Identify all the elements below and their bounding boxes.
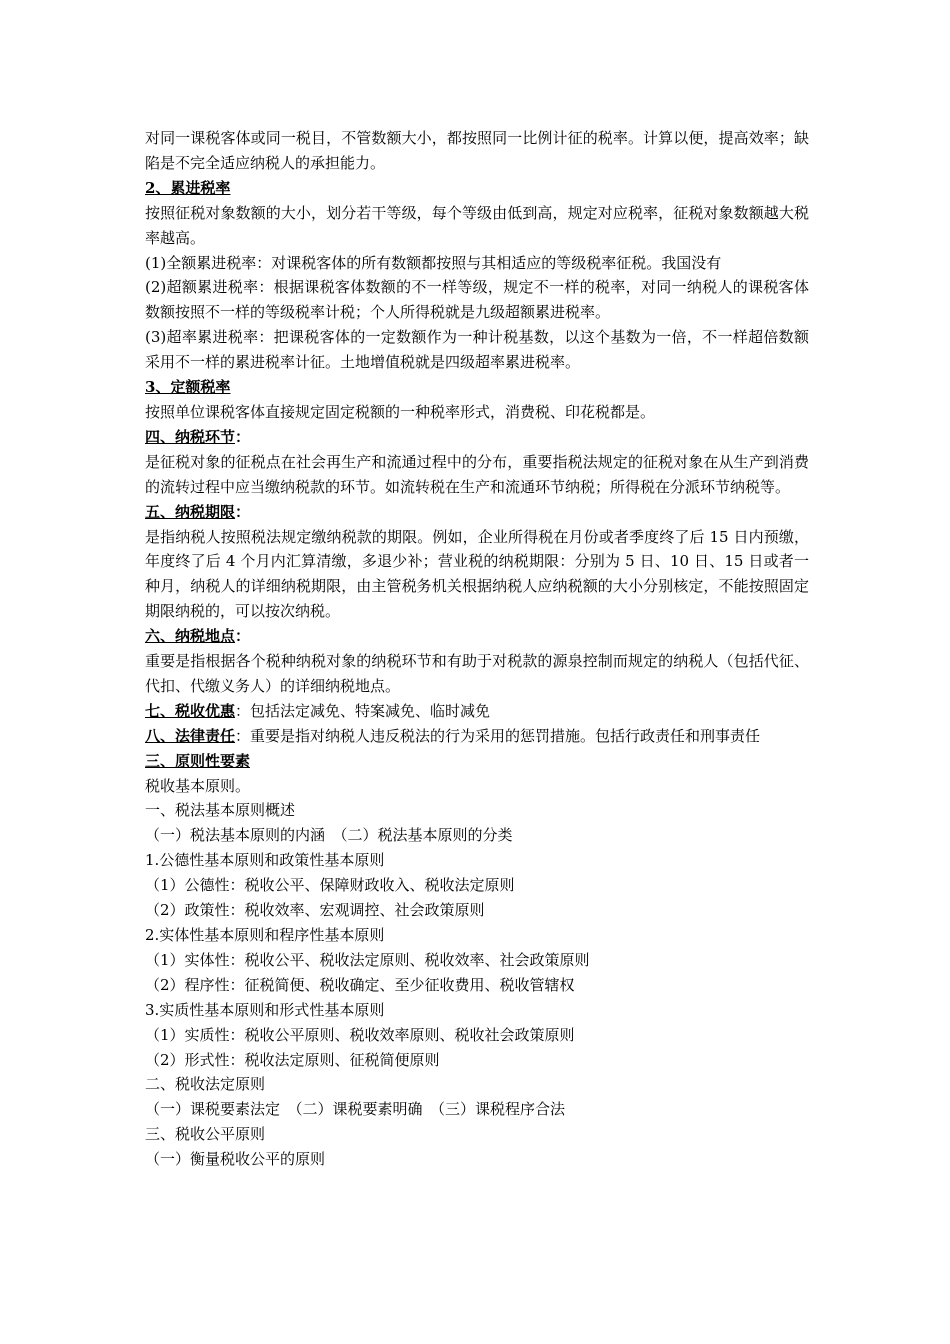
paragraph-excess-progressive: (2)超额累进税率：根据课税客体数额的不一样等级，规定不一样的税率，对同一纳税人的课税客体数额按照不一样的等级税率计税；个人所得税就是九级超额累进税率。 (145, 278, 809, 322)
document-page (145, 126, 809, 1172)
line-principles-overview: 一、税法基本原则概述 (145, 801, 296, 820)
paragraph-tax-stage: 是征税对象的征税点在社会再生产和流通过程中的分布，重要指税法规定的征税对象在从生产到消费的流转过程中应当缴纳税款的环节。如流转税在生产和流通环节纳税；所得税在分派环节纳税等。 (145, 452, 809, 496)
tax-preference-text: ：包括法定减免、特案减免、临时减免 (235, 701, 491, 720)
line-essential-principles: （1）实质性：税收公平原则、税收效率原则、税收社会政策原则 (145, 1025, 575, 1044)
heading-principle-elements: 三、原则性要素 (145, 751, 251, 770)
paragraph-tax-place: 重要是指根据各个税种纳税对象的纳税环节和有助于对税款的源泉控制而规定的纳税人（包括代征、代扣、代缴义务人）的详细纳税地点。 (145, 652, 809, 695)
paragraph-proportional-rate: 对同一课税客体或同一税目，不管数额大小，都按照同一比例计征的税率。计算以便，提高效率；缺陷是不完全适应纳税人的承担能力。 (145, 129, 809, 172)
heading-tax-stage (145, 425, 809, 450)
heading-tax-place-title: 六、纳税地点 (145, 627, 236, 646)
line-tax-legality-principle: 二、税收法定原则 (145, 1075, 266, 1094)
paragraph-full-progressive: (1)全额累进税率：对课税客体的所有数额都按照与其相适应的等级税率征税。我国没有 (145, 253, 722, 272)
line-principles-connotation-classification: （一）税法基本原则的内涵 （二）税法基本原则的分类 (145, 826, 513, 845)
line-policy-principles: （2）政策性：税收效率、宏观调控、社会政策原则 (145, 901, 485, 920)
paragraph-ratio-progressive: (3)超率累进税率：把课税客体的一定数额作为一种计税基数，以这个基数为一倍，不一样超倍数额采用不一样的累进税率计征。土地增值税就是四级超率累进税率。 (145, 328, 809, 372)
heading-tax-place (145, 624, 809, 649)
line-tax-legality-items: （一）课税要素法定 （二）课税要素明确 （三）课税程序合法 (145, 1100, 566, 1119)
line-essential-formal-principles: 3.实质性基本原则和形式性基本原则 (145, 1000, 385, 1019)
paragraph-progressive-rate: 按照征税对象数额的大小，划分若干等级，每个等级由低到高，规定对应税率，征税对象数额越大税率越高。 (145, 203, 809, 247)
heading-tax-preference-title: 七、税收优惠 (145, 701, 236, 720)
line-basic-principles: 税收基本原则。 (145, 776, 251, 795)
line-substantive-principles: （1）实体性：税收公平、税收法定原则、税收效率、社会政策原则 (145, 950, 590, 969)
line-formal-principles: （2）形式性：税收法定原则、征税简便原则 (145, 1050, 440, 1069)
paragraph-tax-period: 是指纳税人按照税法规定缴纳税款的期限。例如，企业所得税在月份或者季度终了后 15 日内预缴，年度终了后 4 个月内汇算清缴，多退少补；营业税的纳税期限：分别为 5 日、10 日、15 日或者一种月，纳税人的详细纳税期限，由主管税务机关根据纳税人应纳税额的大小分别核定，不能按照固定期限纳税的，可以按次纳税。 (145, 527, 809, 621)
heading-tax-stage-colon: ： (235, 427, 251, 446)
heading-progressive-rate: 2、累进税率 (145, 178, 231, 197)
heading-tax-place-colon: ： (235, 627, 251, 646)
paragraph-tax-preference (145, 699, 809, 724)
paragraph-fixed-rate: 按照单位课税客体直接规定固定税额的一种税率形式，消费税、印花税都是。 (145, 402, 656, 421)
line-procedural-principles: （2）程序性：征税简便、税收确定、至少征收费用、税收管辖权 (145, 975, 575, 994)
line-moral-principles: （1）公德性：税收公平、保障财政收入、税收法定原则 (145, 876, 515, 895)
line-moral-policy-principles: 1.公德性基本原则和政策性基本原则 (145, 851, 385, 870)
legal-liability-text: ：重要是指对纳税人违反税法的行为采用的惩罚措施。包括行政责任和刑事责任 (235, 726, 761, 745)
paragraph-legal-liability (145, 724, 809, 749)
heading-tax-period-title: 五、纳税期限 (145, 502, 236, 521)
line-substantive-procedural-principles: 2.实体性基本原则和程序性基本原则 (145, 926, 385, 944)
line-tax-fairness-measure: （一）衡量税收公平的原则 (145, 1150, 326, 1169)
heading-legal-liability-title: 八、法律责任 (145, 726, 236, 745)
heading-tax-period-colon: ： (235, 502, 251, 521)
heading-tax-period (145, 500, 809, 525)
heading-tax-stage-title: 四、纳税环节 (145, 427, 236, 446)
heading-fixed-rate: 3、定额税率 (145, 378, 231, 397)
line-tax-fairness-principle: 三、税收公平原则 (145, 1125, 266, 1144)
